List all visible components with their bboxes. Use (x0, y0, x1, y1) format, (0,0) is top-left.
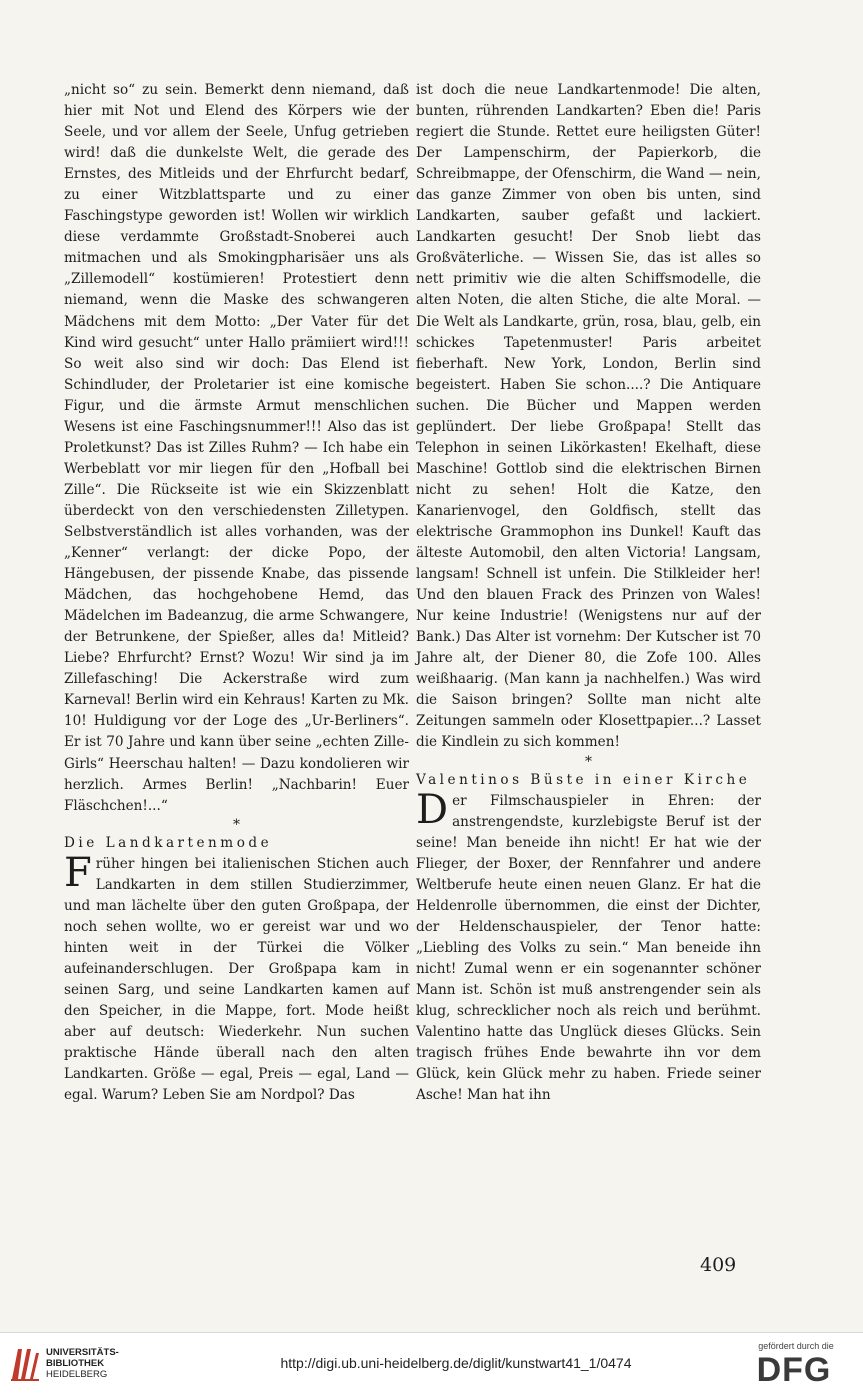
heading-landkartenmode: Die Landkartenmode (64, 834, 273, 851)
right-paragraph-1: ist doch die neue Landkartenmode! Die alten, bunten, rührenden Landkarten? Eben die! Paris regiert die Stunde. Rettet eure heiligsten Güter! Der Lampenschirm, der Papierkorb, die Schreibmappe, der Ofenschirm, die Wand — nein, das ganze Zimmer von oben bis unten, sind Landkarten, sauber gefaßt und lackiert. Landkarten gesucht! Der Snob liebt das Großväterliche. — Wissen Sie, das ist alles so nett primitiv wie die alten Schiffsmodelle, die alten Noten, die alten Stiche, die alte Moral. — Die Welt als Landkarte, grün, rosa, blau, gelb, ein schickes Tapetenmuster! Paris arbeitet fieberhaft. New York, London, Berlin sind begeistert. Haben Sie schon....? Die Antiquare suchen. Die Bücher und Mappen werden geplündert. Der liebe Großpapa! Stellt das Telephon in seinen Likörkasten! Ekelhaft, diese Maschine! Gottlob sind die elektrischen Birnen nicht zu sehen! Holt die Katze, den Kanarienvogel, den Goldfisch, stellt das elektrische Grammophon ins Dunkel! Kauft das älteste Automobil, den alten Victoria! Langsam, langsam! Schnell ist unfein. Die Stilkleider her! Und den blauen Frack des Prinzen von Wales! Nur keine Industrie! (Wenigstens nur auf der Bank.) Das Alter ist vornehm: Der Kutscher ist 70 Jahre alt, der Diener 80, die Zofe 100. Alles weißhaarig. (Man kann ja nachhelfen.) Was wird die Saison bringen? Sollte man nicht alte Zeitungen sammeln oder Klosettpapier...? Lasset die Kindlein zu sich kommen! (416, 82, 761, 751)
university-library-logo-icon (8, 1343, 42, 1383)
right-paragraph-2 (416, 786, 761, 1107)
page-number: 409 (700, 1254, 737, 1276)
library-name: UNIVERSITÄTS- BIBLIOTHEK HEIDELBERG (46, 1347, 119, 1380)
funded-by-label: gefördert durch die (758, 1341, 834, 1351)
permalink-url[interactable]: http://digi.ub.uni-heidelberg.de/diglit/kunstwart41_1/0474 (280, 1355, 632, 1371)
right-paragraph-2-text: er Filmschauspieler in Ehren: der anstrengendste, kurzlebigste Beruf ist der seine! Man beneide ihn nicht! Er hat wie der Flieger, der Boxer, der Rennfahrer und andere Weltberufe heute einen neuen Glanz. Er hat die Heldenrolle übernommen, die einst der Dichter, der Heldenschauspieler, der Tenor hatte: „Liebling des Volks zu sein.“ Man beneide ihn nicht! Zumal wenn er ein sogenannter schöner Mann ist. Schön ist muß anstrengender sein als klug, schrecklicher noch als reich und berühmt. Valentino hatte das Unglück dieses Glücks. Sein tragisch frühes Ende bewahrte ihn vor dem Glück, kein Glück mehr zu haben. Friede seiner Asche! Man hat ihn (416, 792, 761, 1104)
heading-valentinos-bueste: Valentinos Büste in einer Kirche (416, 771, 751, 788)
left-column (64, 80, 409, 1106)
left-paragraph-1: „nicht so“ zu sein. Bemerkt denn niemand, daß hier mit Not und Elend des Körpers wie der Seele, und vor allem der Seele, Unfug getrieben wird! daß die dunkelste Welt, die gerade des Ernstes, des Mitleids und der Ehrfurcht bedarf, zu einer Witzblattsparte und zu einer Faschingstype geworden ist! Wollen wir wirklich diese verdammte Großstadt-Snoberei auch mitmachen und als Smokingpharisäer uns als „Zillemodell“ kostümieren! Protestiert denn niemand, wenn die Maske des schwangeren Mädchens mit dem Motto: „Der Vater für det Kind wird gesucht“ unter Hallo prämiiert wird!!! So weit also sind wir doch: Das Elend ist Schindluder, der Proletarier ist eine komische Figur, und die ärmste Armut menschlichen Wesens ist eine Faschingsnummer!!! Also das ist Proletkunst? Das ist Zilles Ruhm? — Ich habe ein Werbeblatt vor mir liegen für den „Hofball bei Zille“. Die Rückseite ist wie ein Skizzenblatt überdeckt von den verschiedensten Zilletypen. Selbstverständlich ist alles vorhanden, was der „Kenner“ verlangt: der dicke Popo, der Hängebusen, der pissende Knabe, das pissende Mädchen, das hochgehobene Hemd, das Mädelchen im Badeanzug, die arme Schwangere, der Betrunkene, der Spießer, alles da! Mitleid? Liebe? Ehrfurcht? Ernst? Wozu! Wir sind ja im Zillefasching! Die Ackerstraße wird zum Karneval! Berlin wird ein Kehraus! Karten zu Mk. 10! Huldigung vor der Loge des „Ur-Berliners“. Er ist 70 Jahre und kann über seine „echten Zille-Girls“ Heerschau halten! — Dazu kondolieren wir herzlich. Armes Berlin! „Nachbarin! Euer Fläschchen!...“ (64, 82, 409, 814)
section-divider-star: * (233, 816, 240, 833)
dropcap-f: F (64, 849, 92, 896)
right-column (416, 80, 761, 1106)
left-paragraph-2-text: rüher hingen bei italienischen Stichen auch Landkarten in dem stillen Studierzimmer, und man lächelte über den guten Großpapa, der noch sehen wollte, wo er gereist war und wo hinten weit in der Türkei die Völker aufeinanderschlugen. Der Großpapa kam in seinen Sarg, und seine Landkarten kamen auf den Speicher, in die Mappe, fort. Mode heißt aber auf deutsch: Wiederkehr. Nun suchen praktische Hände überall nach den alten Landkarten. Größe — egal, Preis — egal, Land — egal. Warum? Leben Sie am Nordpol? Das (64, 855, 409, 1104)
dfg-logo: DFG (756, 1351, 832, 1389)
viewer-footer (0, 1332, 863, 1394)
left-paragraph-2 (64, 849, 409, 1107)
dropcap-d: D (416, 786, 449, 833)
section-divider-star: * (585, 753, 592, 770)
